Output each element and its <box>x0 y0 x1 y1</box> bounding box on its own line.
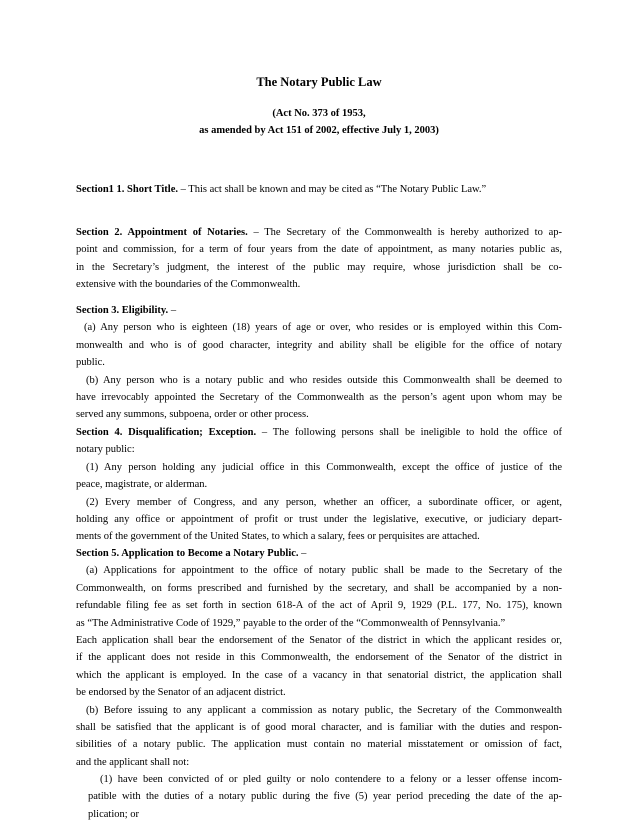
section-2-line: point and commission, for a term of four years from the date of appointment, as many notaries public as, <box>76 244 562 256</box>
section-4-line: ments of the government of the United States, to which a salary, fees or perquisites are attached. <box>76 531 480 543</box>
section-5-line: refundable filing fee as set forth in section 618-A of the act of April 9, 1929 (P.L. 177, No. 175), known <box>76 600 562 612</box>
section-3-line: public. <box>76 357 105 369</box>
section-5-line: (b) Before issuing to any applicant a commission as notary public, the Secretary of the Commonwealth <box>86 704 562 716</box>
section-5 <box>76 545 562 823</box>
section-5-line: as “The Administrative Code of 1929,” payable to the order of the “Commonwealth of Pennsylvania.” <box>76 617 506 629</box>
section-5-line: and the applicant shall not: <box>76 756 190 768</box>
section-2-line: extensive with the boundaries of the Commonwealth. <box>76 279 301 291</box>
section-1 <box>76 181 562 198</box>
section-5-line: (1) have been convicted of or pled guilty or nolo contendere to a felony or a lesser offense incom- <box>100 774 562 786</box>
section-5-line <box>76 545 562 562</box>
section-2 <box>76 224 562 294</box>
section-1-line <box>76 181 562 198</box>
section-5-line: (a) Applications for appointment to the office of notary public shall be made to the Secretary of the <box>86 565 562 577</box>
section-1-heading: Section1 1. Short Title. <box>76 184 178 195</box>
section-2-line: in the Secretary’s judgment, the interest of the public may require, whose jurisdiction shall be co- <box>76 261 562 273</box>
section-5-line: which the applicant is employed. In the case of a vacancy in that senatorial district, the application shall <box>76 669 562 681</box>
section-4-line <box>76 424 562 441</box>
section-4-text: – The following persons shall be ineligible to hold the office of <box>256 427 562 438</box>
section-2-line <box>76 224 562 241</box>
section-5-line: plication; or <box>88 808 140 820</box>
section-3-line <box>76 302 562 319</box>
section-3-line: have irrevocably appointed the Secretary of the Commonwealth as the person’s agent upon whom may be <box>76 391 562 403</box>
act-number: (Act No. 373 of 1953, <box>272 108 366 119</box>
section-3-text: – <box>168 305 177 316</box>
section-1-text: – This act shall be known and may be cited as “The Notary Public Law.” <box>178 184 487 195</box>
section-2-heading: Section 2. Appointment of Notaries. <box>76 227 248 238</box>
document-title: The Notary Public Law <box>256 75 382 89</box>
section-2-text: – The Secretary of the Commonwealth is hereby authorized to ap- <box>247 227 562 238</box>
section-3-line: (b) Any person who is a notary public and who resides outside this Commonwealth shall be deemed to <box>86 374 562 386</box>
section-3-line: monwealth and who is of good character, integrity and ability shall be eligible for the office of notary <box>76 339 562 351</box>
section-5-text: – <box>298 548 307 559</box>
section-4-line: (2) Every member of Congress, and any person, whether an officer, a subordinate officer, or agent, <box>86 496 562 508</box>
section-3-heading: Section 3. Eligibility. <box>76 305 169 316</box>
section-5-heading: Section 5. Application to Become a Notary Public. <box>76 548 299 559</box>
amendment-note: as amended by Act 151 of 2002, effective July 1, 2003) <box>199 125 439 136</box>
section-5-line: sibilities of a notary public. The application must contain no material misstatement or omission of fact, <box>76 739 562 751</box>
section-3 <box>76 302 562 424</box>
section-5-line: if the applicant does not reside in this Commonwealth, the endorsement of the Senator of the district in <box>76 652 562 664</box>
section-4 <box>76 424 562 546</box>
section-4-line: notary public: <box>76 444 135 456</box>
section-5-line: patible with the duties of a notary public during the five (5) year period preceding the date of the ap- <box>88 791 562 803</box>
section-5-line: Each application shall bear the endorsement of the Senator of the district in which the applicant resides or, <box>76 634 562 646</box>
section-4-line: (1) Any person holding any judicial office in this Commonwealth, except the office of justice of the <box>86 461 562 473</box>
section-5-line: be endorsed by the Senator of an adjacent district. <box>76 687 286 699</box>
section-4-line: peace, magistrate, or alderman. <box>76 479 208 491</box>
section-3-line: (a) Any person who is eighteen (18) years of age or over, who resides or is employed within this Com- <box>84 322 562 334</box>
section-5-line: Commonwealth, on forms prescribed and furnished by the secretary, and shall be accompanied by a non- <box>76 582 562 594</box>
section-4-line: holding any office or appointment of profit or trust under the legislative, executive, or judiciary depart- <box>76 513 562 525</box>
section-5-line: shall be satisfied that the applicant is of good moral character, and is familiar with the duties and respon- <box>76 721 562 733</box>
section-3-line: served any summons, subpoena, order or other process. <box>76 409 309 421</box>
section-4-heading: Section 4. Disqualification; Exception. <box>76 427 257 438</box>
